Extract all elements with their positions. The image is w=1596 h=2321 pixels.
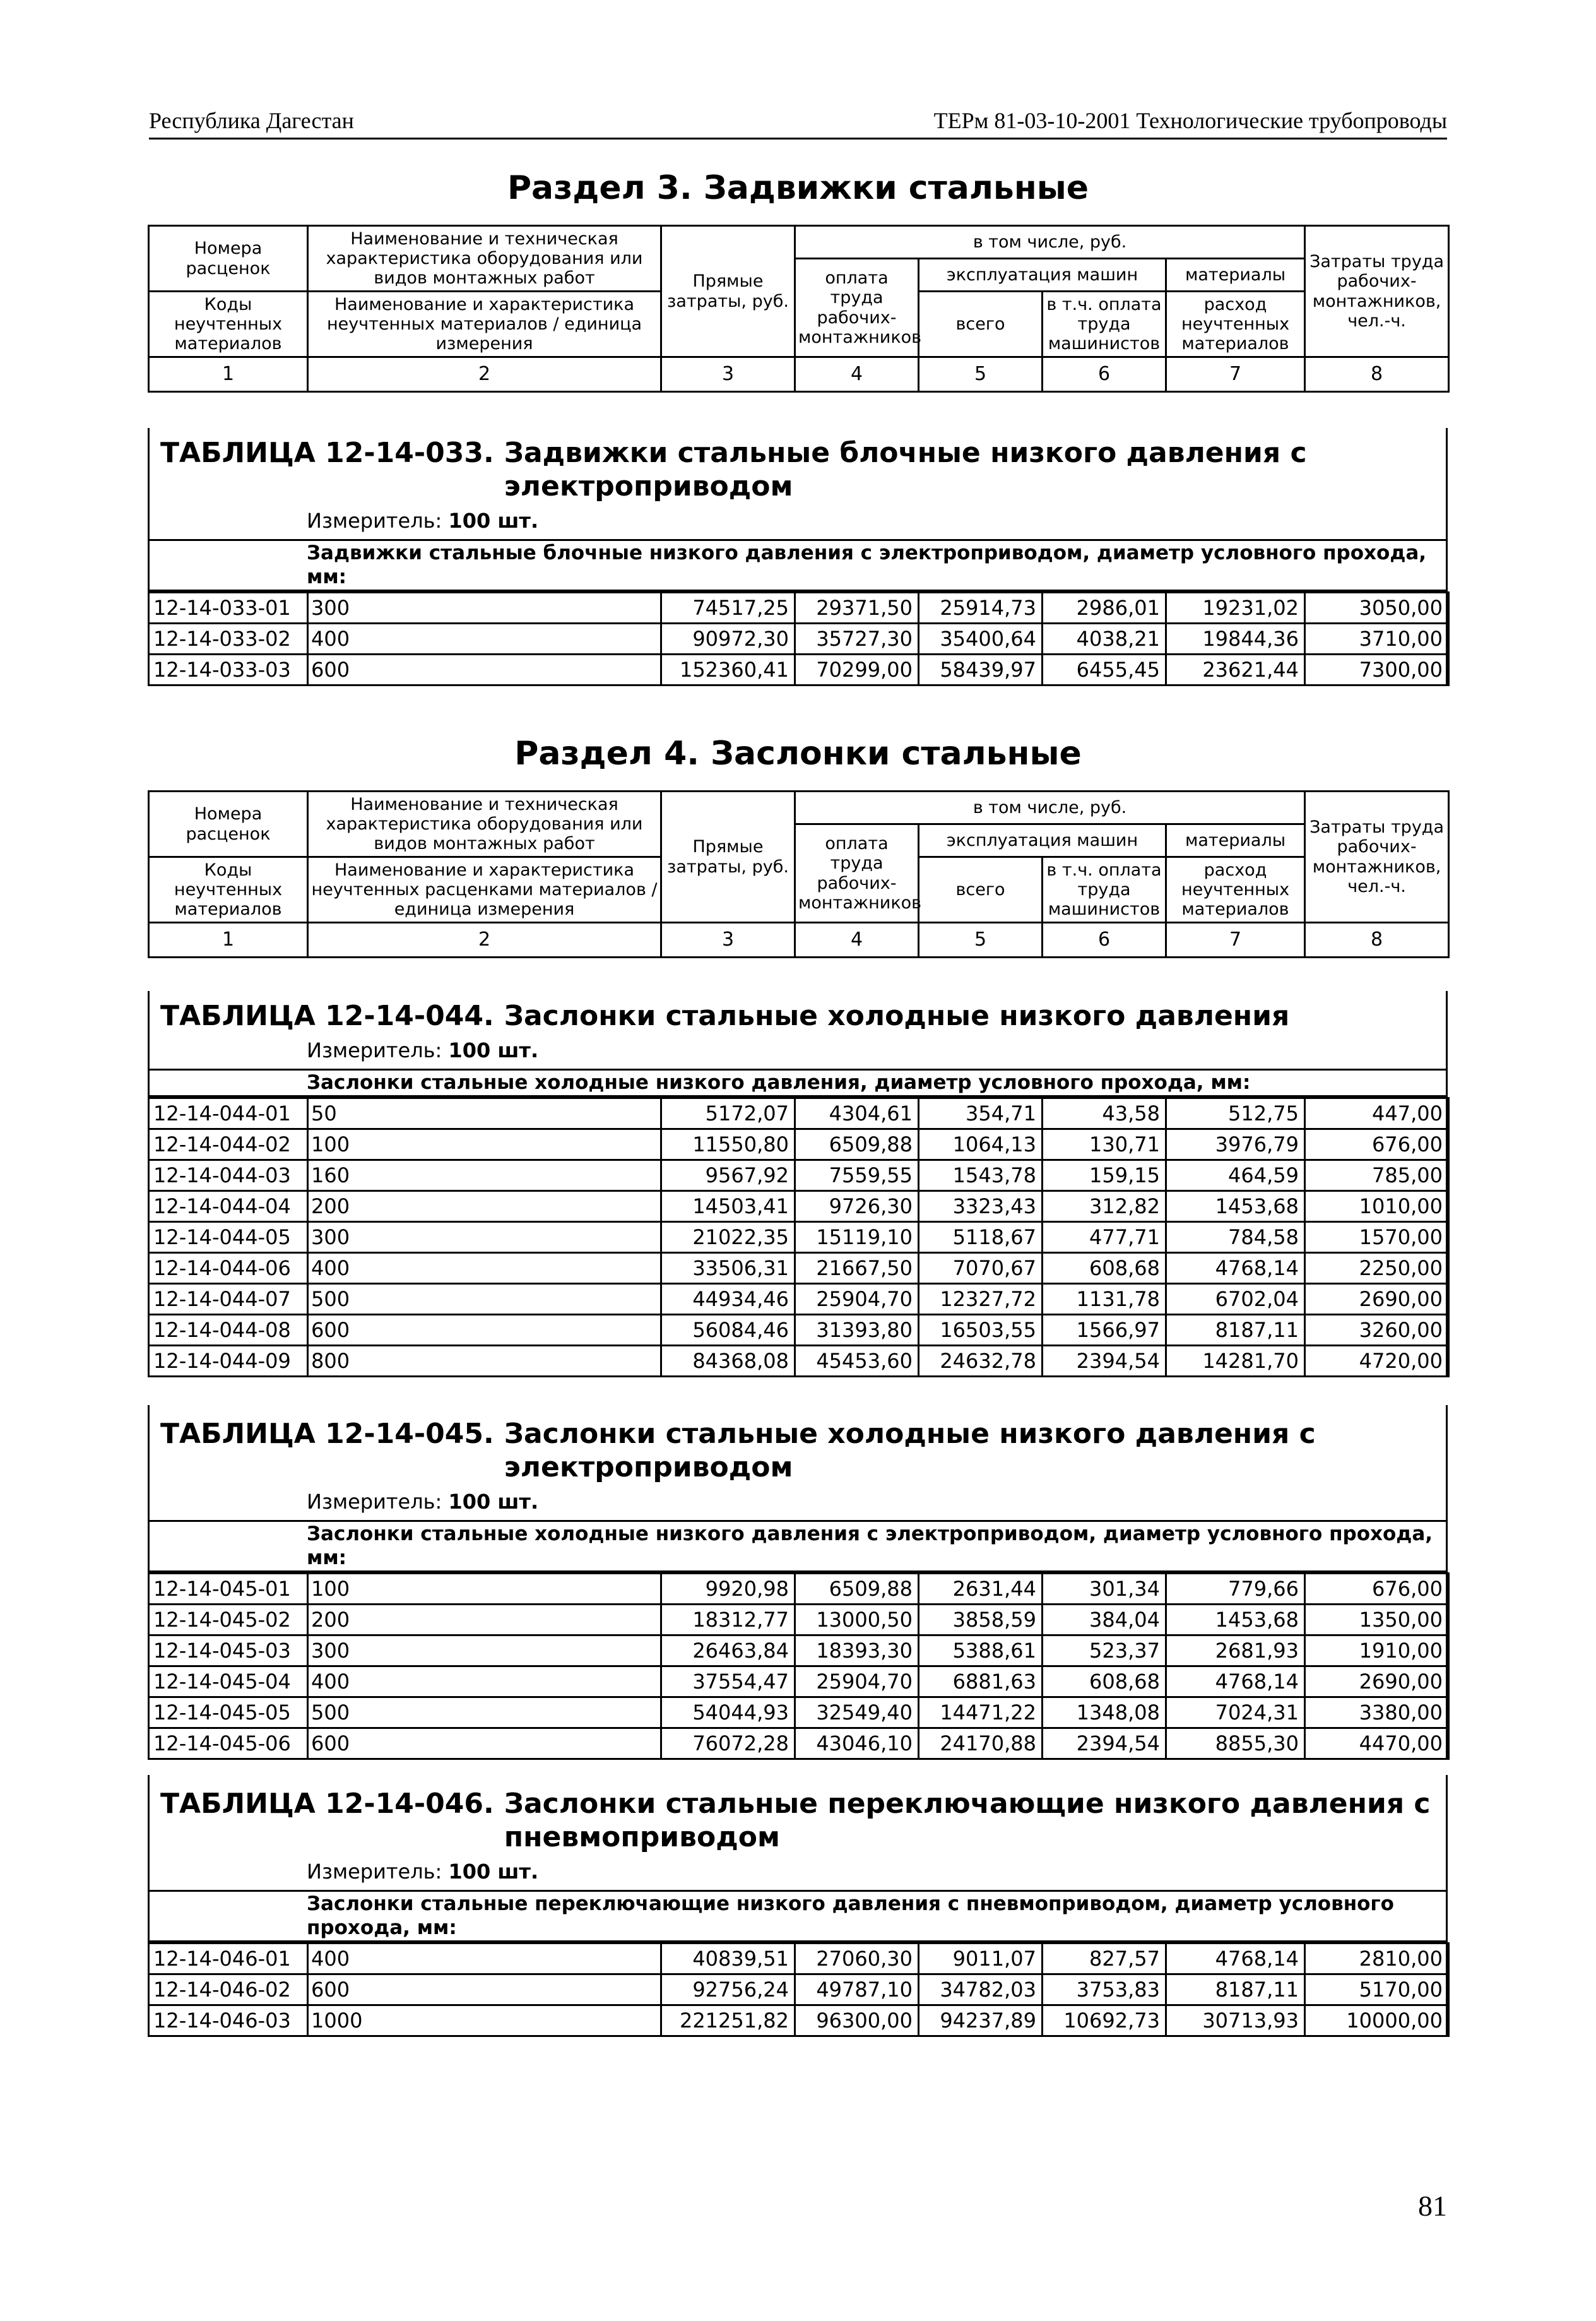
labor-hours-cell: 4470,00 xyxy=(1305,1728,1449,1759)
labor-hours-cell: 2690,00 xyxy=(1305,1666,1449,1697)
header-number: 4 xyxy=(795,357,919,392)
labor-hours-cell: 447,00 xyxy=(1305,1098,1449,1129)
materials-consumption-cell: 8187,11 xyxy=(1166,1314,1305,1345)
direct-cost-cell: 21022,35 xyxy=(661,1221,795,1252)
nominal-diameter-cell: 400 xyxy=(308,1252,661,1283)
labor-wages-cell: 25904,70 xyxy=(795,1283,919,1314)
table-description: Заслонки стальные холодные низкого давления с электроприводом, диаметр условного прохода, мм: xyxy=(148,1520,1448,1573)
table-title: Задвижки стальные блочные низкого давления с электроприводом xyxy=(504,437,1307,502)
labor-hours-cell: 4720,00 xyxy=(1305,1345,1449,1376)
labor-wages-cell: 70299,00 xyxy=(795,655,919,686)
meter-label: Измеритель: xyxy=(307,1859,442,1884)
table-12-14-045 xyxy=(148,1405,1448,1760)
rate-code-cell: 12-14-045-06 xyxy=(149,1728,308,1759)
header-col1-top: Номера расценок xyxy=(149,792,308,857)
header-wages: оплата труда рабочих-монтажников xyxy=(795,824,919,923)
rate-code-cell: 12-14-044-07 xyxy=(149,1283,308,1314)
labor-wages-cell: 15119,10 xyxy=(795,1221,919,1252)
table-rows xyxy=(148,1942,1450,2037)
materials-consumption-cell: 19844,36 xyxy=(1166,624,1305,655)
section-3-column-header xyxy=(148,225,1450,393)
table-row xyxy=(149,1160,1449,1190)
labor-hours-cell: 3050,00 xyxy=(1305,593,1449,624)
nominal-diameter-cell: 300 xyxy=(308,1635,661,1666)
materials-consumption-cell: 464,59 xyxy=(1166,1160,1305,1190)
machine-total-cell: 58439,97 xyxy=(919,655,1043,686)
direct-cost-cell: 74517,25 xyxy=(661,593,795,624)
labor-hours-cell: 1010,00 xyxy=(1305,1190,1449,1221)
machine-operator-wages-cell: 159,15 xyxy=(1043,1160,1166,1190)
nominal-diameter-cell: 400 xyxy=(308,1666,661,1697)
table-rows xyxy=(148,1097,1450,1377)
machine-operator-wages-cell: 2986,01 xyxy=(1043,593,1166,624)
machine-operator-wages-cell: 130,71 xyxy=(1043,1129,1166,1160)
rate-code-cell: 12-14-044-09 xyxy=(149,1345,308,1376)
header-number: 4 xyxy=(795,923,919,958)
direct-cost-cell: 33506,31 xyxy=(661,1252,795,1283)
header-number-row xyxy=(149,357,1449,392)
table-row xyxy=(149,1283,1449,1314)
header-incl-wages: в т.ч. оплата труда машинистов xyxy=(1043,292,1166,357)
direct-cost-cell: 40839,51 xyxy=(661,1944,795,1974)
nominal-diameter-cell: 800 xyxy=(308,1345,661,1376)
rate-code-cell: 12-14-044-03 xyxy=(149,1160,308,1190)
machine-total-cell: 14471,22 xyxy=(919,1697,1043,1728)
table-rows xyxy=(148,1572,1450,1760)
direct-cost-cell: 76072,28 xyxy=(661,1728,795,1759)
page-number: 81 xyxy=(1418,2190,1447,2222)
nominal-diameter-cell: 400 xyxy=(308,1944,661,1974)
rate-code-cell: 12-14-045-01 xyxy=(149,1574,308,1605)
direct-cost-cell: 11550,80 xyxy=(661,1129,795,1160)
table-description: Задвижки стальные блочные низкого давления с электроприводом, диаметр условного прохода, мм: xyxy=(148,539,1448,592)
materials-consumption-cell: 4768,14 xyxy=(1166,1252,1305,1283)
machine-operator-wages-cell: 827,57 xyxy=(1043,1944,1166,1974)
nominal-diameter-cell: 600 xyxy=(308,655,661,686)
labor-wages-cell: 96300,00 xyxy=(795,2005,919,2036)
labor-hours-cell: 5170,00 xyxy=(1305,1974,1449,2005)
header-incl-wages: в т.ч. оплата труда машинистов xyxy=(1043,857,1166,923)
nominal-diameter-cell: 100 xyxy=(308,1574,661,1605)
labor-wages-cell: 7559,55 xyxy=(795,1160,919,1190)
table-description: Заслонки стальные переключающие низкого давления с пневмоприводом, диаметр условного прохода, мм: xyxy=(148,1890,1448,1943)
labor-hours-cell: 2810,00 xyxy=(1305,1944,1449,1974)
nominal-diameter-cell: 500 xyxy=(308,1283,661,1314)
materials-consumption-cell: 19231,02 xyxy=(1166,593,1305,624)
labor-hours-cell: 10000,00 xyxy=(1305,2005,1449,2036)
nominal-diameter-cell: 400 xyxy=(308,624,661,655)
header-number: 8 xyxy=(1305,923,1449,958)
meter-label: Измеритель: xyxy=(307,1038,442,1062)
machine-operator-wages-cell: 10692,73 xyxy=(1043,2005,1166,2036)
machine-total-cell: 3323,43 xyxy=(919,1190,1043,1221)
materials-consumption-cell: 3976,79 xyxy=(1166,1129,1305,1160)
running-head-rule xyxy=(149,138,1447,139)
running-head-left: Республика Дагестан xyxy=(149,108,354,133)
materials-consumption-cell: 4768,14 xyxy=(1166,1666,1305,1697)
table-row xyxy=(149,1574,1449,1605)
table-row xyxy=(149,1605,1449,1635)
direct-cost-cell: 152360,41 xyxy=(661,655,795,686)
labor-hours-cell: 1910,00 xyxy=(1305,1635,1449,1666)
rate-code-cell: 12-14-044-04 xyxy=(149,1190,308,1221)
nominal-diameter-cell: 300 xyxy=(308,593,661,624)
machine-total-cell: 16503,55 xyxy=(919,1314,1043,1345)
machine-operator-wages-cell: 1348,08 xyxy=(1043,1697,1166,1728)
direct-cost-cell: 54044,93 xyxy=(661,1697,795,1728)
machine-total-cell: 5388,61 xyxy=(919,1635,1043,1666)
machine-total-cell: 1064,13 xyxy=(919,1129,1043,1160)
machine-total-cell: 34782,03 xyxy=(919,1974,1043,2005)
machine-operator-wages-cell: 608,68 xyxy=(1043,1666,1166,1697)
labor-wages-cell: 21667,50 xyxy=(795,1252,919,1283)
nominal-diameter-cell: 50 xyxy=(308,1098,661,1129)
header-number: 1 xyxy=(149,357,308,392)
header-number: 2 xyxy=(308,923,661,958)
meter-label: Измеритель: xyxy=(307,1489,442,1514)
table-meter xyxy=(148,509,1448,533)
machine-operator-wages-cell: 1566,97 xyxy=(1043,1314,1166,1345)
header-consumption: расход неучтенных материалов xyxy=(1166,857,1305,923)
header-col3: Прямые затраты, руб. xyxy=(661,226,795,357)
header-col2-bottom: Наименование и характеристика неучтенных материалов / единица измерения xyxy=(308,292,661,357)
section-4-title: Раздел 4. Заслонки стальные xyxy=(514,735,1082,773)
machine-operator-wages-cell: 608,68 xyxy=(1043,1252,1166,1283)
meter-label: Измеритель: xyxy=(307,508,442,533)
running-head xyxy=(149,102,1447,140)
meter-value: 100 шт. xyxy=(448,1038,539,1062)
labor-wages-cell: 32549,40 xyxy=(795,1697,919,1728)
table-meter xyxy=(148,1490,1448,1514)
rate-code-cell: 12-14-044-01 xyxy=(149,1098,308,1129)
machine-total-cell: 24632,78 xyxy=(919,1345,1043,1376)
labor-wages-cell: 29371,50 xyxy=(795,593,919,624)
machine-operator-wages-cell: 4038,21 xyxy=(1043,624,1166,655)
labor-wages-cell: 25904,70 xyxy=(795,1666,919,1697)
machine-total-cell: 2631,44 xyxy=(919,1574,1043,1605)
header-number: 2 xyxy=(308,357,661,392)
rate-code-cell: 12-14-044-08 xyxy=(149,1314,308,1345)
machine-total-cell: 3858,59 xyxy=(919,1605,1043,1635)
header-total: всего xyxy=(919,292,1043,357)
materials-consumption-cell: 8187,11 xyxy=(1166,1974,1305,2005)
header-consumption: расход неучтенных материалов xyxy=(1166,292,1305,357)
table-row xyxy=(149,1635,1449,1666)
header-labor: Затраты труда рабочих-монтажников, чел.-ч. xyxy=(1305,792,1449,923)
table-meter xyxy=(148,1860,1448,1884)
header-number: 5 xyxy=(919,357,1043,392)
labor-hours-cell: 676,00 xyxy=(1305,1129,1449,1160)
machine-operator-wages-cell: 312,82 xyxy=(1043,1190,1166,1221)
machine-total-cell: 354,71 xyxy=(919,1098,1043,1129)
header-machines: эксплуатация машин xyxy=(919,824,1166,857)
machine-total-cell: 12327,72 xyxy=(919,1283,1043,1314)
table-rows xyxy=(148,591,1450,686)
table-row xyxy=(149,1129,1449,1160)
meter-value: 100 шт. xyxy=(448,508,539,533)
direct-cost-cell: 44934,46 xyxy=(661,1283,795,1314)
table-row xyxy=(149,1221,1449,1252)
machine-operator-wages-cell: 6455,45 xyxy=(1043,655,1166,686)
header-col2-top: Наименование и техническая характеристика оборудования или видов монтажных работ xyxy=(308,226,661,292)
nominal-diameter-cell: 1000 xyxy=(308,2005,661,2036)
materials-consumption-cell: 779,66 xyxy=(1166,1574,1305,1605)
table-row xyxy=(149,1697,1449,1728)
materials-consumption-cell: 512,75 xyxy=(1166,1098,1305,1129)
table-heading xyxy=(148,1775,1448,1855)
nominal-diameter-cell: 600 xyxy=(308,1974,661,2005)
rate-code-cell: 12-14-046-02 xyxy=(149,1974,308,2005)
materials-consumption-cell: 2681,93 xyxy=(1166,1635,1305,1666)
labor-hours-cell: 3710,00 xyxy=(1305,624,1449,655)
section-3-title: Раздел 3. Задвижки стальные xyxy=(507,169,1089,207)
direct-cost-cell: 221251,82 xyxy=(661,2005,795,2036)
labor-wages-cell: 9726,30 xyxy=(795,1190,919,1221)
nominal-diameter-cell: 200 xyxy=(308,1605,661,1635)
machine-total-cell: 35400,64 xyxy=(919,624,1043,655)
rate-code-cell: 12-14-045-05 xyxy=(149,1697,308,1728)
table-description: Заслонки стальные холодные низкого давления, диаметр условного прохода, мм: xyxy=(148,1069,1448,1097)
nominal-diameter-cell: 300 xyxy=(308,1221,661,1252)
rate-code-cell: 12-14-033-01 xyxy=(149,593,308,624)
machine-total-cell: 9011,07 xyxy=(919,1944,1043,1974)
direct-cost-cell: 90972,30 xyxy=(661,624,795,655)
table-row xyxy=(149,1345,1449,1376)
table-title: Заслонки стальные переключающие низкого давления с пневмоприводом xyxy=(504,1788,1431,1853)
header-number: 7 xyxy=(1166,357,1305,392)
header-number: 7 xyxy=(1166,923,1305,958)
rate-code-cell: 12-14-046-01 xyxy=(149,1944,308,1974)
header-number-row xyxy=(149,923,1449,958)
direct-cost-cell: 9920,98 xyxy=(661,1574,795,1605)
table-row xyxy=(149,1314,1449,1345)
rate-code-cell: 12-14-044-05 xyxy=(149,1221,308,1252)
meter-value: 100 шт. xyxy=(448,1859,539,1884)
machine-total-cell: 25914,73 xyxy=(919,593,1043,624)
labor-wages-cell: 31393,80 xyxy=(795,1314,919,1345)
table-heading xyxy=(148,991,1448,1033)
table-12-14-046 xyxy=(148,1775,1448,2037)
running-head-right: ТЕРм 81-03-10-2001 Технологические трубопроводы xyxy=(933,108,1447,133)
materials-consumption-cell: 14281,70 xyxy=(1166,1345,1305,1376)
table-number: ТАБЛИЦА 12-14-045. xyxy=(160,1418,494,1450)
header-incl: в том числе, руб. xyxy=(795,226,1305,259)
machine-operator-wages-cell: 301,34 xyxy=(1043,1574,1166,1605)
header-number: 3 xyxy=(661,923,795,958)
nominal-diameter-cell: 100 xyxy=(308,1129,661,1160)
header-number: 1 xyxy=(149,923,308,958)
header-number: 5 xyxy=(919,923,1043,958)
table-number: ТАБЛИЦА 12-14-046. xyxy=(160,1788,494,1820)
direct-cost-cell: 37554,47 xyxy=(661,1666,795,1697)
table-row xyxy=(149,1098,1449,1129)
rate-code-cell: 12-14-045-02 xyxy=(149,1605,308,1635)
direct-cost-cell: 92756,24 xyxy=(661,1974,795,2005)
header-col1-top: Номера расценок xyxy=(149,226,308,292)
header-number: 6 xyxy=(1043,923,1166,958)
header-total: всего xyxy=(919,857,1043,923)
labor-wages-cell: 18393,30 xyxy=(795,1635,919,1666)
machine-operator-wages-cell: 3753,83 xyxy=(1043,1974,1166,2005)
labor-hours-cell: 3380,00 xyxy=(1305,1697,1449,1728)
labor-wages-cell: 43046,10 xyxy=(795,1728,919,1759)
nominal-diameter-cell: 500 xyxy=(308,1697,661,1728)
table-title: Заслонки стальные холодные низкого давления с электроприводом xyxy=(504,1418,1316,1483)
labor-hours-cell: 7300,00 xyxy=(1305,655,1449,686)
machine-operator-wages-cell: 43,58 xyxy=(1043,1098,1166,1129)
header-col1-bottom: Коды неучтенных материалов xyxy=(149,857,308,923)
machine-operator-wages-cell: 384,04 xyxy=(1043,1605,1166,1635)
header-number: 8 xyxy=(1305,357,1449,392)
machine-operator-wages-cell: 2394,54 xyxy=(1043,1345,1166,1376)
table-12-14-033 xyxy=(148,428,1448,686)
materials-consumption-cell: 8855,30 xyxy=(1166,1728,1305,1759)
materials-consumption-cell: 784,58 xyxy=(1166,1221,1305,1252)
machine-total-cell: 7070,67 xyxy=(919,1252,1043,1283)
labor-wages-cell: 6509,88 xyxy=(795,1574,919,1605)
table-row xyxy=(149,1252,1449,1283)
table-row xyxy=(149,1190,1449,1221)
table-row xyxy=(149,1666,1449,1697)
rate-code-cell: 12-14-044-06 xyxy=(149,1252,308,1283)
materials-consumption-cell: 1453,68 xyxy=(1166,1605,1305,1635)
materials-consumption-cell: 6702,04 xyxy=(1166,1283,1305,1314)
header-number: 3 xyxy=(661,357,795,392)
materials-consumption-cell: 30713,93 xyxy=(1166,2005,1305,2036)
rate-code-cell: 12-14-033-03 xyxy=(149,655,308,686)
meter-value: 100 шт. xyxy=(448,1489,539,1514)
rate-code-cell: 12-14-045-03 xyxy=(149,1635,308,1666)
table-number: ТАБЛИЦА 12-14-033. xyxy=(160,437,494,469)
header-machines: эксплуатация машин xyxy=(919,259,1166,292)
machine-operator-wages-cell: 523,37 xyxy=(1043,1635,1166,1666)
labor-wages-cell: 27060,30 xyxy=(795,1944,919,1974)
header-materials: материалы xyxy=(1166,259,1305,292)
table-number: ТАБЛИЦА 12-14-044. xyxy=(160,1000,494,1032)
labor-wages-cell: 13000,50 xyxy=(795,1605,919,1635)
labor-hours-cell: 1350,00 xyxy=(1305,1605,1449,1635)
labor-wages-cell: 4304,61 xyxy=(795,1098,919,1129)
header-col3: Прямые затраты, руб. xyxy=(661,792,795,923)
machine-operator-wages-cell: 1131,78 xyxy=(1043,1283,1166,1314)
direct-cost-cell: 56084,46 xyxy=(661,1314,795,1345)
machine-total-cell: 5118,67 xyxy=(919,1221,1043,1252)
header-wages: оплата труда рабочих-монтажников xyxy=(795,259,919,357)
direct-cost-cell: 26463,84 xyxy=(661,1635,795,1666)
header-number: 6 xyxy=(1043,357,1166,392)
direct-cost-cell: 84368,08 xyxy=(661,1345,795,1376)
labor-wages-cell: 35727,30 xyxy=(795,624,919,655)
rate-code-cell: 12-14-044-02 xyxy=(149,1129,308,1160)
table-row xyxy=(149,655,1449,686)
table-heading xyxy=(148,1405,1448,1485)
machine-operator-wages-cell: 2394,54 xyxy=(1043,1728,1166,1759)
labor-hours-cell: 676,00 xyxy=(1305,1574,1449,1605)
direct-cost-cell: 5172,07 xyxy=(661,1098,795,1129)
nominal-diameter-cell: 160 xyxy=(308,1160,661,1190)
machine-total-cell: 6881,63 xyxy=(919,1666,1043,1697)
table-meter xyxy=(148,1038,1448,1062)
materials-consumption-cell: 4768,14 xyxy=(1166,1944,1305,1974)
table-12-14-044 xyxy=(148,991,1448,1377)
materials-consumption-cell: 7024,31 xyxy=(1166,1697,1305,1728)
labor-wages-cell: 6509,88 xyxy=(795,1129,919,1160)
labor-hours-cell: 1570,00 xyxy=(1305,1221,1449,1252)
labor-wages-cell: 45453,60 xyxy=(795,1345,919,1376)
nominal-diameter-cell: 600 xyxy=(308,1728,661,1759)
labor-wages-cell: 49787,10 xyxy=(795,1974,919,2005)
direct-cost-cell: 18312,77 xyxy=(661,1605,795,1635)
rate-code-cell: 12-14-045-04 xyxy=(149,1666,308,1697)
table-row xyxy=(149,1974,1449,2005)
header-materials: материалы xyxy=(1166,824,1305,857)
materials-consumption-cell: 23621,44 xyxy=(1166,655,1305,686)
direct-cost-cell: 9567,92 xyxy=(661,1160,795,1190)
header-col2-top: Наименование и техническая характеристика оборудования или видов монтажных работ xyxy=(308,792,661,857)
table-row xyxy=(149,1728,1449,1759)
machine-operator-wages-cell: 477,71 xyxy=(1043,1221,1166,1252)
header-incl: в том числе, руб. xyxy=(795,792,1305,824)
header-col1-bottom: Коды неучтенных материалов xyxy=(149,292,308,357)
nominal-diameter-cell: 200 xyxy=(308,1190,661,1221)
header-col2-bottom: Наименование и характеристика неучтенных расценками материалов / единица измерения xyxy=(308,857,661,923)
table-row xyxy=(149,593,1449,624)
table-row xyxy=(149,1944,1449,1974)
machine-total-cell: 1543,78 xyxy=(919,1160,1043,1190)
direct-cost-cell: 14503,41 xyxy=(661,1190,795,1221)
machine-total-cell: 94237,89 xyxy=(919,2005,1043,2036)
labor-hours-cell: 2690,00 xyxy=(1305,1283,1449,1314)
machine-total-cell: 24170,88 xyxy=(919,1728,1043,1759)
rate-code-cell: 12-14-033-02 xyxy=(149,624,308,655)
labor-hours-cell: 785,00 xyxy=(1305,1160,1449,1190)
materials-consumption-cell: 1453,68 xyxy=(1166,1190,1305,1221)
labor-hours-cell: 2250,00 xyxy=(1305,1252,1449,1283)
rate-code-cell: 12-14-046-03 xyxy=(149,2005,308,2036)
labor-hours-cell: 3260,00 xyxy=(1305,1314,1449,1345)
header-labor: Затраты труда рабочих-монтажников, чел.-ч. xyxy=(1305,226,1449,357)
section-4-column-header xyxy=(148,790,1450,958)
table-title: Заслонки стальные холодные низкого давления xyxy=(504,1000,1290,1032)
nominal-diameter-cell: 600 xyxy=(308,1314,661,1345)
table-heading xyxy=(148,428,1448,504)
table-row xyxy=(149,2005,1449,2036)
table-row xyxy=(149,624,1449,655)
